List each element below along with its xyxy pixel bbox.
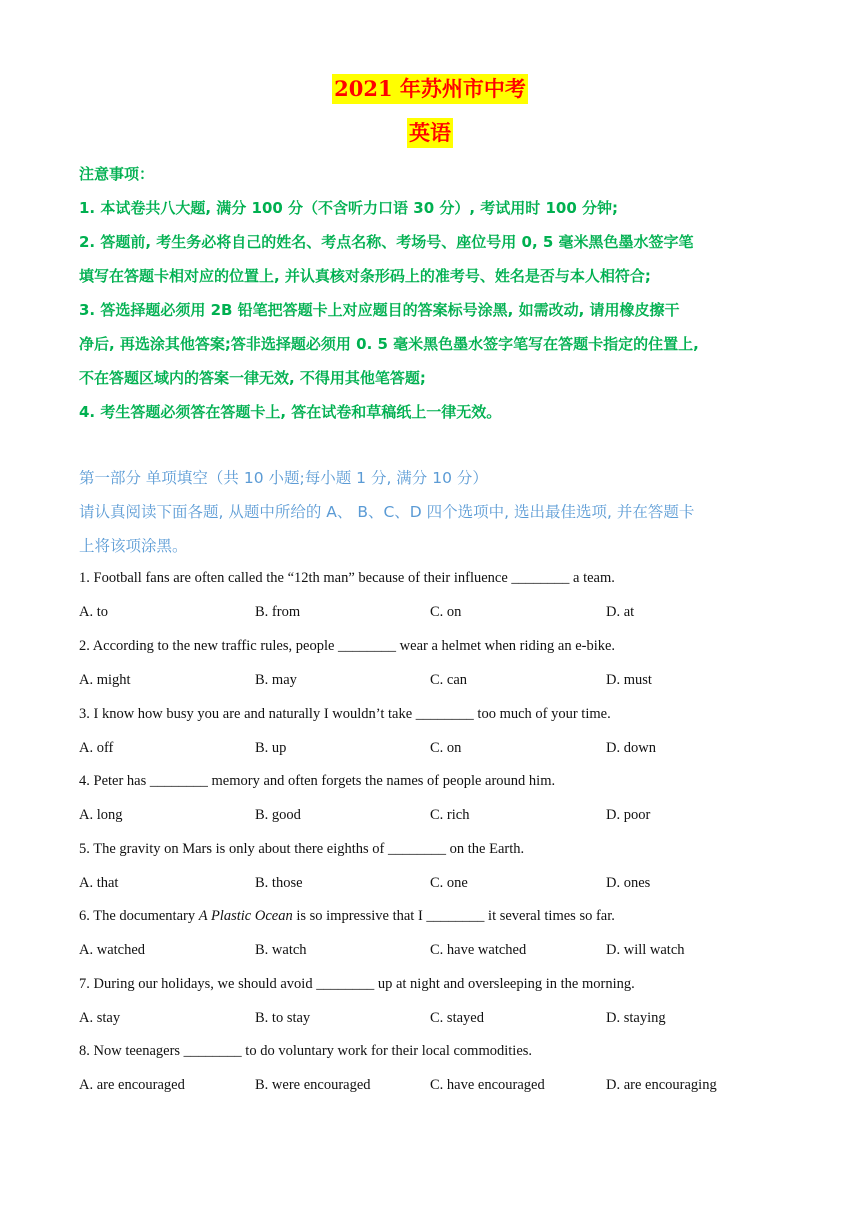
option-c: C. have encouraged [430,1077,545,1093]
option-d: D. will watch [606,942,685,958]
question-stem: 5. The gravity on Mars is only about there eighths of ________ on the Earth. [79,841,525,857]
question-options [79,604,799,624]
notice-heading: 注意事项： [79,165,155,183]
question-stem: 8. Now teenagers ________ to do voluntary work for their local commodities. [79,1043,533,1059]
exam-title: 2021 年苏州市中考 [332,74,528,104]
stem-text: is so impressive that I ________ it several times so far. [292,908,615,924]
option-a: A. that [79,875,119,891]
question-stem: 2. According to the new traffic rules, people ________ wear a helmet when riding an e-bike. [79,638,616,654]
option-c: C. stayed [430,1010,484,1026]
question-options [79,1010,799,1030]
notice-line: 1. 本试卷共八大题, 满分 100 分（不含听力口语 30 分）, 考试用时 100 分钟; [79,199,619,217]
notice-line: 不在答题区域内的答案一律无效, 不得用其他笔答题; [79,369,426,387]
exam-subject: 英语 [407,118,453,148]
option-a: A. to [79,604,108,620]
option-b: B. to stay [255,1010,311,1026]
option-c: C. one [430,875,468,891]
option-d: D. poor [606,807,651,823]
option-b: B. may [255,672,297,688]
option-d: D. ones [606,875,651,891]
question-options [79,942,799,962]
question-options [79,1077,799,1097]
question-options [79,740,799,760]
question-options [79,672,799,692]
option-a: A. stay [79,1010,121,1026]
option-b: B. those [255,875,303,891]
stem-text: 6. The documentary [79,908,199,924]
question-options [79,875,799,895]
section-instruction: 上将该项涂黑。 [79,537,188,555]
option-c: C. have watched [430,942,527,958]
option-b: B. from [255,604,301,620]
title-row [0,74,860,104]
question-stem [79,908,799,925]
option-a: A. long [79,807,123,823]
subject-row [0,118,860,148]
option-d: D. at [606,604,635,620]
option-b: B. good [255,807,301,823]
option-c: C. rich [430,807,470,823]
option-b: B. were encouraged [255,1077,371,1093]
option-d: D. down [606,740,656,756]
section-instruction: 请认真阅读下面各题, 从题中所给的 A、 B、C、D 四个选项中, 选出最佳选项, 并在答题卡 [79,503,695,521]
option-a: A. off [79,740,114,756]
section-title: 第一部分 单项填空（共 10 小题;每小题 1 分, 满分 10 分） [79,469,488,487]
option-d: D. must [606,672,652,688]
notice-block [79,157,789,429]
question-stem: 1. Football fans are often called the “12th man” because of their influence ________ a team. [79,570,615,586]
notice-line: 2. 答题前, 考生务必将自己的姓名、考点名称、考场号、座位号用 0, 5 毫米黑色墨水签字笔 [79,233,694,251]
option-c: C. on [430,740,462,756]
option-a: A. might [79,672,131,688]
option-d: D. staying [606,1010,666,1026]
option-c: C. on [430,604,462,620]
notice-line: 净后, 再选涂其他答案;答非选择题必须用 0. 5 毫米黑色墨水签字笔写在答题卡指定的住置上, [79,335,699,353]
option-d: D. are encouraging [606,1077,717,1093]
option-a: A. watched [79,942,146,958]
stem-title-italic: A Plastic Ocean [198,908,293,924]
notice-line: 3. 答选择题必须用 2B 铅笔把答题卡上对应题目的答案标号涂黑, 如需改动, 请用橡皮擦干 [79,301,680,319]
option-a: A. are encouraged [79,1077,185,1093]
question-options [79,807,799,827]
option-b: B. up [255,740,287,756]
question-stem: 7. During our holidays, we should avoid ________ up at night and oversleeping in the morning. [79,976,635,992]
notice-line: 4. 考生答题必须答在答题卡上, 答在试卷和草稿纸上一律无效。 [79,403,502,421]
notice-line: 填写在答题卡相对应的位置上, 并认真核对条形码上的准考号、姓名是否与本人相符合; [79,267,651,285]
question-stem: 4. Peter has ________ memory and often forgets the names of people around him. [79,773,556,789]
option-b: B. watch [255,942,307,958]
option-c: C. can [430,672,468,688]
question-stem: 3. I know how busy you are and naturally I wouldn’t take ________ too much of your time. [79,706,611,722]
